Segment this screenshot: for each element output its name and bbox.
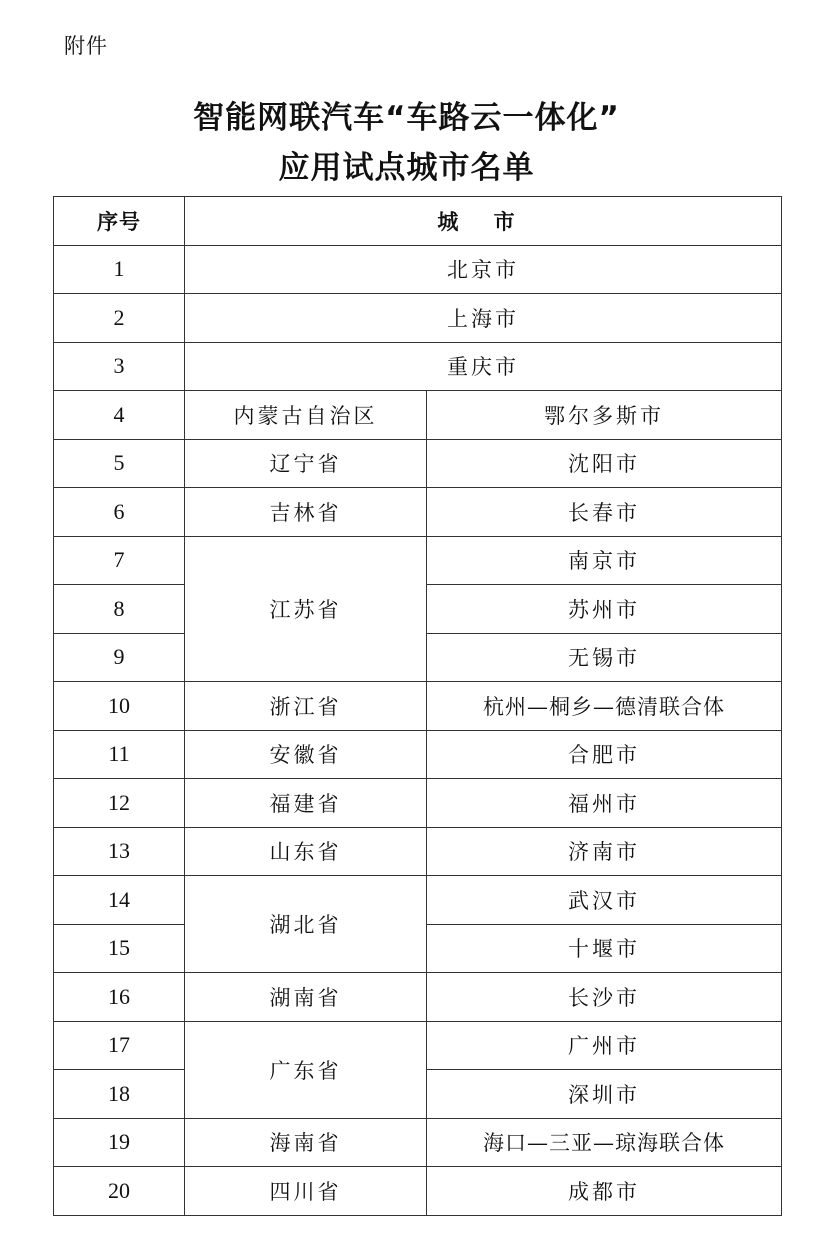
table-row [54, 536, 782, 585]
province-cell: 辽宁省 [185, 439, 427, 488]
row-number: 18 [54, 1070, 185, 1119]
row-number: 3 [54, 342, 185, 391]
row-number: 5 [54, 439, 185, 488]
table-row [54, 439, 782, 488]
row-number: 11 [54, 730, 185, 779]
header-serial-number: 序号 [54, 197, 185, 246]
row-number: 9 [54, 633, 185, 682]
city-cell: 鄂尔多斯市 [427, 391, 782, 440]
row-number: 10 [54, 682, 185, 731]
row-number: 15 [54, 924, 185, 973]
header-city: 城 市 [185, 197, 782, 246]
city-cell: 十堰市 [427, 924, 782, 973]
row-number: 14 [54, 876, 185, 925]
table-row [54, 294, 782, 343]
row-number: 1 [54, 245, 185, 294]
city-cell: 福州市 [427, 779, 782, 828]
city-cell: 重庆市 [185, 342, 782, 391]
city-cell: 长春市 [427, 488, 782, 537]
city-cell: 海口—三亚—琼海联合体 [427, 1118, 782, 1167]
row-number: 17 [54, 1021, 185, 1070]
table-row [54, 730, 782, 779]
province-cell: 安徽省 [185, 730, 427, 779]
city-cell: 北京市 [185, 245, 782, 294]
table-row [54, 1167, 782, 1216]
city-cell: 广州市 [427, 1021, 782, 1070]
table-row [54, 342, 782, 391]
city-cell: 无锡市 [427, 633, 782, 682]
city-cell: 合肥市 [427, 730, 782, 779]
row-number: 4 [54, 391, 185, 440]
row-number: 2 [54, 294, 185, 343]
table-header-row [54, 197, 782, 246]
table-row [54, 1118, 782, 1167]
row-number: 19 [54, 1118, 185, 1167]
province-cell: 山东省 [185, 827, 427, 876]
city-cell: 成都市 [427, 1167, 782, 1216]
row-number: 6 [54, 488, 185, 537]
province-cell: 福建省 [185, 779, 427, 828]
table-row [54, 827, 782, 876]
table-row [54, 876, 782, 925]
row-number: 7 [54, 536, 185, 585]
table-row [54, 391, 782, 440]
province-cell: 湖北省 [185, 876, 427, 973]
document-title-line-2: 应用试点城市名单 [278, 150, 535, 186]
table-row [54, 1021, 782, 1070]
province-cell: 海南省 [185, 1118, 427, 1167]
city-cell: 武汉市 [427, 876, 782, 925]
province-cell: 浙江省 [185, 682, 427, 731]
table-row [54, 779, 782, 828]
pilot-city-table [53, 196, 782, 1216]
province-cell: 内蒙古自治区 [185, 391, 427, 440]
city-cell: 深圳市 [427, 1070, 782, 1119]
province-cell: 四川省 [185, 1167, 427, 1216]
row-number: 13 [54, 827, 185, 876]
province-cell: 吉林省 [185, 488, 427, 537]
document-title-line-1: 智能网联汽车“车路云一体化” [193, 100, 620, 136]
row-number: 8 [54, 585, 185, 634]
row-number: 16 [54, 973, 185, 1022]
city-cell: 南京市 [427, 536, 782, 585]
city-cell: 沈阳市 [427, 439, 782, 488]
city-cell: 杭州—桐乡—德清联合体 [427, 682, 782, 731]
row-number: 20 [54, 1167, 185, 1216]
city-cell: 上海市 [185, 294, 782, 343]
city-cell: 长沙市 [427, 973, 782, 1022]
row-number: 12 [54, 779, 185, 828]
province-cell: 湖南省 [185, 973, 427, 1022]
city-cell: 苏州市 [427, 585, 782, 634]
city-cell: 济南市 [427, 827, 782, 876]
table-row [54, 488, 782, 537]
attachment-label: 附件 [64, 34, 108, 58]
province-cell: 江苏省 [185, 536, 427, 682]
table-row [54, 245, 782, 294]
province-cell: 广东省 [185, 1021, 427, 1118]
table-row [54, 973, 782, 1022]
table-row [54, 682, 782, 731]
